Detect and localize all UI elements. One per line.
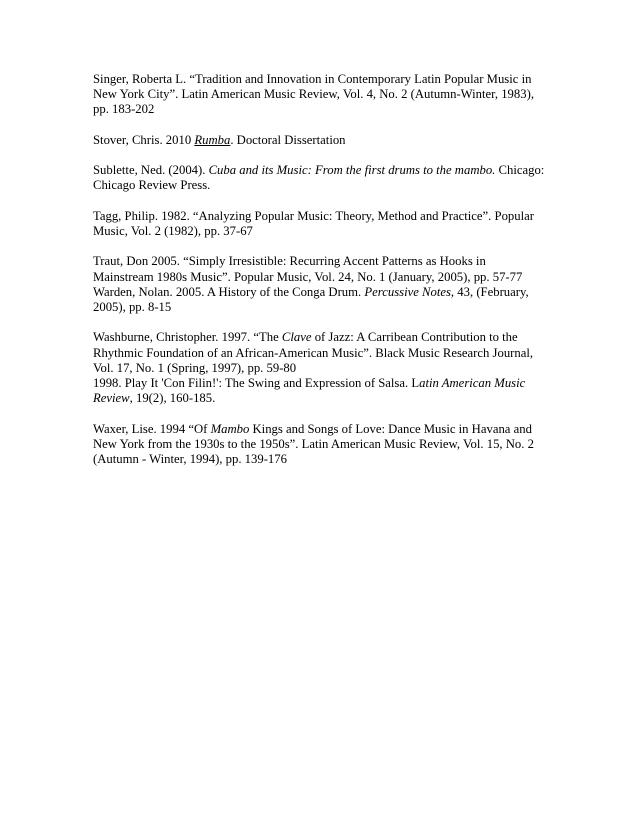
reference-text: Vol. 17, No. 1 (Spring, 1997), pp. 59-80 — [93, 360, 297, 375]
reference-entry — [93, 72, 563, 118]
reference-text: Chicago Review Press. — [93, 178, 211, 193]
reference-line — [93, 72, 563, 87]
reference-line — [93, 178, 563, 193]
reference-text: New York from the 1930s to the 1950s”. Latin American Music Review, Vol. 15, No. 2 — [93, 436, 534, 451]
reference-text: Mainstream 1980s Music”. Popular Music, Vol. 24, No. 1 (January, 2005), pp. 57-77 — [93, 269, 523, 284]
reference-text: (Autumn - Winter, 1994), pp. 139-176 — [93, 451, 287, 466]
reference-line — [93, 87, 563, 102]
reference-text: Singer, Roberta L. “Tradition and Innovation in Contemporary Latin Popular Music in — [93, 72, 532, 86]
reference-text: Cuba and its Music: From the first drums to the mambo. — [208, 163, 496, 178]
reference-text: Rhythmic Foundation of an African-American Music”. Black Music Research Journal, — [93, 345, 534, 360]
reference-text: of Jazz: A Carribean Contribution to the — [311, 330, 518, 345]
reference-text: Tagg, Philip. 1982. “Analyzing Popular Music: Theory, Method and Practice”. Popular — [93, 208, 534, 223]
reference-text: 43, (February, — [454, 284, 529, 299]
reference-text: Rumba — [194, 132, 231, 147]
reference-line — [93, 437, 563, 452]
reference-text: atin American Music — [419, 375, 526, 390]
reference-line — [93, 361, 563, 376]
reference-line — [93, 224, 563, 239]
reference-entry — [93, 422, 563, 468]
reference-entry — [93, 330, 563, 406]
reference-text: Stover, Chris. 2010 — [93, 132, 195, 147]
reference-text: Music, Vol. 2 (1982), pp. 37-67 — [93, 223, 253, 238]
reference-list — [93, 72, 558, 467]
reference-line — [93, 209, 563, 224]
reference-text: . Doctoral Dissertation — [230, 132, 346, 147]
reference-entry — [93, 133, 563, 148]
reference-line — [93, 300, 563, 315]
reference-text: , 19(2), 160-185. — [129, 391, 216, 406]
reference-line — [93, 133, 563, 148]
reference-text: Waxer, Lise. 1994 “Of — [93, 421, 211, 436]
reference-text: Clave — [281, 330, 312, 345]
reference-line — [93, 346, 563, 361]
reference-line — [93, 254, 563, 269]
reference-entry — [93, 254, 563, 315]
reference-text: pp. 183-202 — [93, 102, 155, 117]
reference-line — [93, 391, 563, 406]
reference-text: Traut, Don 2005. “Simply Irresistible: Recurring Accent Patterns as Hooks in — [93, 254, 486, 269]
reference-text: Percussive Notes, — [364, 284, 455, 299]
reference-text: Warden, Nolan. 2005. A History of the Conga Drum. — [93, 284, 365, 299]
reference-text: 1998. Play It 'Con Filin!': The Swing and Expression of Salsa. L — [93, 375, 420, 390]
reference-line — [93, 330, 563, 345]
reference-text: Review — [93, 391, 130, 406]
reference-line — [93, 452, 563, 467]
reference-text: Washburne, Christopher. 1997. “The — [93, 330, 282, 345]
reference-text: 2005), pp. 8-15 — [93, 299, 172, 314]
reference-line — [93, 422, 563, 437]
reference-line — [93, 285, 563, 300]
reference-text: Kings and Songs of Love: Dance Music in Havana and — [249, 421, 532, 436]
reference-line — [93, 376, 563, 391]
reference-line — [93, 102, 563, 117]
reference-text: Sublette, Ned. (2004). — [93, 163, 209, 178]
reference-text: Mambo — [210, 421, 250, 436]
reference-text: Chicago: — [495, 163, 545, 178]
reference-text: New York City”. Latin American Music Review, Vol. 4, No. 2 (Autumn-Winter, 1983), — [93, 87, 534, 102]
reference-entry — [93, 209, 563, 239]
reference-entry — [93, 163, 563, 193]
reference-line — [93, 163, 563, 178]
reference-line — [93, 270, 563, 285]
